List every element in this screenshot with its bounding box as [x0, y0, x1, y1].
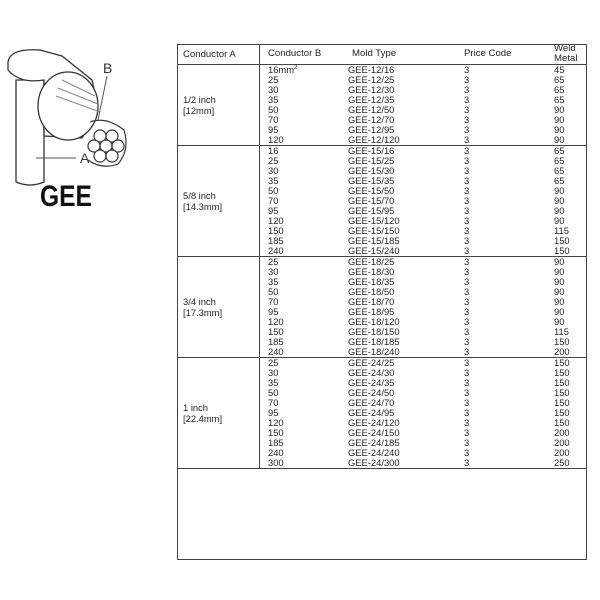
- conductor-a-cell: [177, 358, 260, 469]
- conductor-b-cell-text: 30: [268, 266, 279, 277]
- mold-type-cell-text: GEE-24/50: [348, 387, 395, 398]
- weld-metal-cell-text: 90: [554, 276, 565, 287]
- conductor-b-cell-text: 120: [268, 215, 284, 226]
- conductor-b-cell-text: 70: [268, 114, 279, 125]
- price-code-cell-text: 3: [464, 306, 470, 317]
- price-code-cell-text: 3: [464, 407, 470, 418]
- price-code-cell-text: 3: [464, 457, 470, 468]
- mold-type-cell-text: GEE-24/95: [348, 407, 395, 418]
- conductor-b-cell: [260, 347, 349, 358]
- weld-metal-cell: [540, 347, 587, 358]
- mold-type-cell-text: GEE-12/30: [348, 84, 395, 95]
- conductor-b-cell-text: 50: [268, 104, 279, 115]
- conductor-b-cell-text: 150: [268, 326, 284, 337]
- mold-type-cell-text: GEE-24/120: [348, 417, 400, 428]
- price-code-cell-text: 3: [464, 447, 470, 458]
- price-code-cell: [456, 458, 540, 469]
- header-mold-type: Mold Type: [348, 44, 456, 65]
- weld-metal-cell: [540, 246, 587, 257]
- mold-type-cell-text: GEE-18/30: [348, 266, 395, 277]
- weld-metal-cell-text: 65: [554, 175, 565, 186]
- weld-metal-cell-text: 90: [554, 266, 565, 277]
- price-code-cell-text: 3: [464, 336, 470, 347]
- weld-metal-cell-text: 90: [554, 185, 565, 196]
- mold-type-cell-text: GEE-15/150: [348, 225, 400, 236]
- price-code-cell-text: 3: [464, 437, 470, 448]
- price-code-cell: [456, 135, 540, 146]
- mold-type-cell-text: GEE-15/30: [348, 165, 395, 176]
- mold-type-cell-text: GEE-18/25: [348, 256, 395, 267]
- conductor-b-cell-text: 25: [268, 256, 279, 267]
- price-code-cell-text: 3: [464, 276, 470, 287]
- weld-metal-cell-text: 90: [554, 104, 565, 115]
- price-code-cell-text: 3: [464, 225, 470, 236]
- price-code-cell-text: 3: [464, 245, 470, 256]
- price-code-cell-text: 3: [464, 124, 470, 135]
- mold-type-cell-text: GEE-15/50: [348, 185, 395, 196]
- conductor-b-cell-text: 70: [268, 296, 279, 307]
- conductor-b-cell-text: 240: [268, 346, 284, 357]
- price-code-cell-text: 3: [464, 205, 470, 216]
- mold-type-cell-text: GEE-18/50: [348, 286, 395, 297]
- conductor-b-cell-text: 240: [268, 447, 284, 458]
- mold-type-cell-text: GEE-24/25: [348, 357, 395, 368]
- mold-type-cell-text: GEE-15/16: [348, 145, 395, 156]
- conductor-b-cell-text: 25: [268, 74, 279, 85]
- price-code-cell-text: 3: [464, 104, 470, 115]
- product-name: GEE: [40, 180, 92, 213]
- price-code-cell-text: 3: [464, 134, 470, 145]
- mold-type-cell-text: GEE-18/120: [348, 316, 400, 327]
- price-code-cell-text: 3: [464, 215, 470, 226]
- table-header: [177, 44, 587, 65]
- conductor-a-size: 1 inch: [183, 402, 209, 413]
- price-code-cell-text: 3: [464, 145, 470, 156]
- mold-type-cell-text: GEE-24/185: [348, 437, 400, 448]
- mold-type-cell: [348, 347, 456, 358]
- mold-type-cell-text: GEE-12/35: [348, 94, 395, 105]
- conductor-a-size: 1/2 inch: [183, 94, 216, 105]
- price-code-cell-text: 3: [464, 266, 470, 277]
- mold-type-cell: [348, 135, 456, 146]
- price-code-cell-text: 3: [464, 195, 470, 206]
- price-code-cell: [456, 246, 540, 257]
- mold-type-cell-text: GEE-24/70: [348, 397, 395, 408]
- price-code-cell-text: 3: [464, 286, 470, 297]
- conductor-a-size: 5/8 inch: [183, 190, 216, 201]
- price-code-cell-text: 3: [464, 367, 470, 378]
- conductor-b-cell-text: 50: [268, 387, 279, 398]
- price-code-cell-text: 3: [464, 296, 470, 307]
- weld-metal-cell-text: 90: [554, 134, 565, 145]
- weld-metal-cell: [540, 135, 587, 146]
- price-code-cell-text: 3: [464, 84, 470, 95]
- mold-type-cell-text: GEE-12/70: [348, 114, 395, 125]
- weld-metal-cell-text: 200: [554, 346, 570, 357]
- weld-metal-cell-text: 65: [554, 84, 565, 95]
- weld-metal-cell-text: 200: [554, 447, 570, 458]
- conductor-b-cell-text: 95: [268, 306, 279, 317]
- spec-table: [177, 44, 587, 469]
- weld-metal-cell-text: 65: [554, 94, 565, 105]
- conductor-b-cell-text: 95: [268, 124, 279, 135]
- conductor-b-cell-text: 300: [268, 457, 284, 468]
- mold-type-cell-text: GEE-15/95: [348, 205, 395, 216]
- conductor-b-cell-text: 16: [268, 145, 279, 156]
- conductor-b-cell-text: 30: [268, 367, 279, 378]
- conductor-b-cell-text: 25: [268, 357, 279, 368]
- mold-type-cell-text: GEE-15/120: [348, 215, 400, 226]
- conductor-b-cell-text: 95: [268, 407, 279, 418]
- mold-type-cell-text: GEE-18/95: [348, 306, 395, 317]
- mold-type-cell-text: GEE-18/240: [348, 346, 400, 357]
- weld-metal-cell-text: 150: [554, 397, 570, 408]
- weld-metal-cell-text: 200: [554, 437, 570, 448]
- mold-type-cell-text: GEE-24/30: [348, 367, 395, 378]
- conductor-b-cell: [260, 135, 349, 146]
- table-body: [177, 65, 587, 469]
- weld-metal-cell-text: 90: [554, 296, 565, 307]
- price-code-cell-text: 3: [464, 165, 470, 176]
- label-b: B: [103, 60, 113, 76]
- header-conductor-a: Conductor A: [177, 44, 260, 65]
- header-row: [177, 44, 587, 65]
- weld-metal-cell-text: 115: [554, 225, 569, 236]
- weld-metal-cell-text: 90: [554, 124, 565, 135]
- weld-metal-cell-text: 90: [554, 316, 565, 327]
- price-code-cell-text: 3: [464, 64, 470, 75]
- conductor-b-cell-text: 35: [268, 377, 279, 388]
- weld-metal-cell-text: 150: [554, 336, 570, 347]
- mold-type-cell-text: GEE-12/16: [348, 64, 395, 75]
- conductor-a-cell: [177, 257, 260, 358]
- conductor-b-cell-text: 185: [268, 336, 284, 347]
- mold-type-cell: [348, 246, 456, 257]
- conductor-b-cell-text: 70: [268, 397, 279, 408]
- price-code-cell-text: 3: [464, 185, 470, 196]
- price-code-cell-text: 3: [464, 427, 470, 438]
- weld-metal-cell-text: 65: [554, 155, 565, 166]
- header-weld-metal: Weld Metal: [540, 44, 587, 65]
- weld-metal-cell-text: 150: [554, 367, 570, 378]
- price-code-cell-text: 3: [464, 235, 470, 246]
- weld-metal-cell-text: 90: [554, 195, 565, 206]
- weld-metal-cell-text: 150: [554, 357, 570, 368]
- weld-metal-cell-text: 115: [554, 326, 569, 337]
- mold-type-cell-text: GEE-24/240: [348, 447, 400, 458]
- conductor-a-size: 3/4 inch: [183, 296, 216, 307]
- price-code-cell-text: 3: [464, 397, 470, 408]
- price-code-cell-text: 3: [464, 175, 470, 186]
- mold-type-cell-text: GEE-15/70: [348, 195, 395, 206]
- conductor-b-cell-text: 95: [268, 205, 279, 216]
- weld-metal-cell-text: 250: [554, 457, 570, 468]
- weld-metal-cell-text: 150: [554, 387, 570, 398]
- price-code-cell-text: 3: [464, 155, 470, 166]
- price-code-cell-text: 3: [464, 387, 470, 398]
- mold-type-cell-text: GEE-18/70: [348, 296, 395, 307]
- weld-metal-cell-text: 200: [554, 427, 570, 438]
- mold-type-cell-text: GEE-12/95: [348, 124, 395, 135]
- conductor-b-cell-text: 30: [268, 165, 279, 176]
- conductor-b-cell-text: 120: [268, 316, 284, 327]
- price-code-cell: [456, 347, 540, 358]
- weld-metal-cell-text: 90: [554, 306, 565, 317]
- conductor-a-metric: [17.3mm]: [183, 307, 223, 318]
- conductor-b-cell-text: 25: [268, 155, 279, 166]
- weld-metal-cell-text: 90: [554, 256, 565, 267]
- weld-metal-cell-text: 65: [554, 145, 565, 156]
- conductor-a-cell: [177, 146, 260, 257]
- conductor-a-metric: [12mm]: [183, 105, 215, 116]
- mold-type-cell-text: GEE-12/25: [348, 74, 395, 85]
- weld-metal-cell-text: 150: [554, 407, 570, 418]
- header-price-code: Price Code: [456, 44, 540, 65]
- price-code-cell-text: 3: [464, 316, 470, 327]
- conductor-b-cell-text: 120: [268, 134, 284, 145]
- weld-metal-cell-text: 90: [554, 286, 565, 297]
- price-code-cell-text: 3: [464, 256, 470, 267]
- mold-type-cell-text: GEE-18/35: [348, 276, 395, 287]
- conductor-b-cell-text: 16mm: [268, 64, 295, 75]
- conductor-b-cell-text: 150: [268, 427, 284, 438]
- weld-metal-cell-text: 90: [554, 114, 565, 125]
- conductor-b-cell-text: 185: [268, 437, 284, 448]
- conductor-b-cell: [260, 458, 349, 469]
- conductor-b-cell-text: 150: [268, 225, 284, 236]
- price-code-cell-text: 3: [464, 74, 470, 85]
- weld-metal-cell-text: 65: [554, 74, 565, 85]
- conductor-b-cell-text: 50: [268, 185, 279, 196]
- weld-metal-cell-text: 90: [554, 215, 565, 226]
- weld-metal-cell-text: 90: [554, 205, 565, 216]
- mold-type-cell-text: GEE-24/35: [348, 377, 395, 388]
- mold-type-cell-text: GEE-15/35: [348, 175, 395, 186]
- price-code-cell-text: 3: [464, 377, 470, 388]
- weld-metal-cell-text: 65: [554, 165, 565, 176]
- conductor-b-cell-text: 35: [268, 276, 279, 287]
- mold-type-cell-text: GEE-15/185: [348, 235, 400, 246]
- conductor-a-cell: [177, 65, 260, 146]
- conductor-a-metric: [22.4mm]: [183, 413, 223, 424]
- conductor-b-cell-text: 35: [268, 94, 279, 105]
- price-code-cell-text: 3: [464, 94, 470, 105]
- unit-superscript: 2: [294, 64, 298, 71]
- mold-type-cell-text: GEE-15/25: [348, 155, 395, 166]
- price-code-cell-text: 3: [464, 417, 470, 428]
- conductor-b-cell-text: 185: [268, 235, 284, 246]
- price-code-cell-text: 3: [464, 357, 470, 368]
- mold-type-cell: [348, 458, 456, 469]
- mold-type-cell-text: GEE-18/185: [348, 336, 400, 347]
- conductor-b-cell-text: 50: [268, 286, 279, 297]
- mold-type-cell-text: GEE-15/240: [348, 245, 400, 256]
- price-code-cell-text: 3: [464, 114, 470, 125]
- mold-type-cell-text: GEE-12/50: [348, 104, 395, 115]
- weld-metal-cell-text: 150: [554, 377, 570, 388]
- label-a: A: [80, 150, 90, 166]
- conductor-b-cell-text: 120: [268, 417, 284, 428]
- conductor-b-cell-text: 70: [268, 195, 279, 206]
- price-code-cell-text: 3: [464, 346, 470, 357]
- conductor-b-cell-text: 30: [268, 84, 279, 95]
- header-conductor-b: Conductor B: [260, 44, 349, 65]
- conductor-a-metric: [14.3mm]: [183, 201, 223, 212]
- mold-type-cell-text: GEE-12/120: [348, 134, 400, 145]
- weld-metal-cell-text: 150: [554, 417, 570, 428]
- weld-metal-cell-text: 45: [554, 64, 565, 75]
- conductor-b-cell-text: 35: [268, 175, 279, 186]
- conductor-b-cell: [260, 246, 349, 257]
- weld-metal-cell-text: 150: [554, 245, 570, 256]
- mold-type-cell-text: GEE-24/300: [348, 457, 400, 468]
- mold-type-cell-text: GEE-24/150: [348, 427, 400, 438]
- weld-metal-cell: [540, 458, 587, 469]
- weld-metal-cell-text: 150: [554, 235, 570, 246]
- conductor-b-cell-text: 240: [268, 245, 284, 256]
- price-code-cell-text: 3: [464, 326, 470, 337]
- mold-type-cell-text: GEE-18/150: [348, 326, 400, 337]
